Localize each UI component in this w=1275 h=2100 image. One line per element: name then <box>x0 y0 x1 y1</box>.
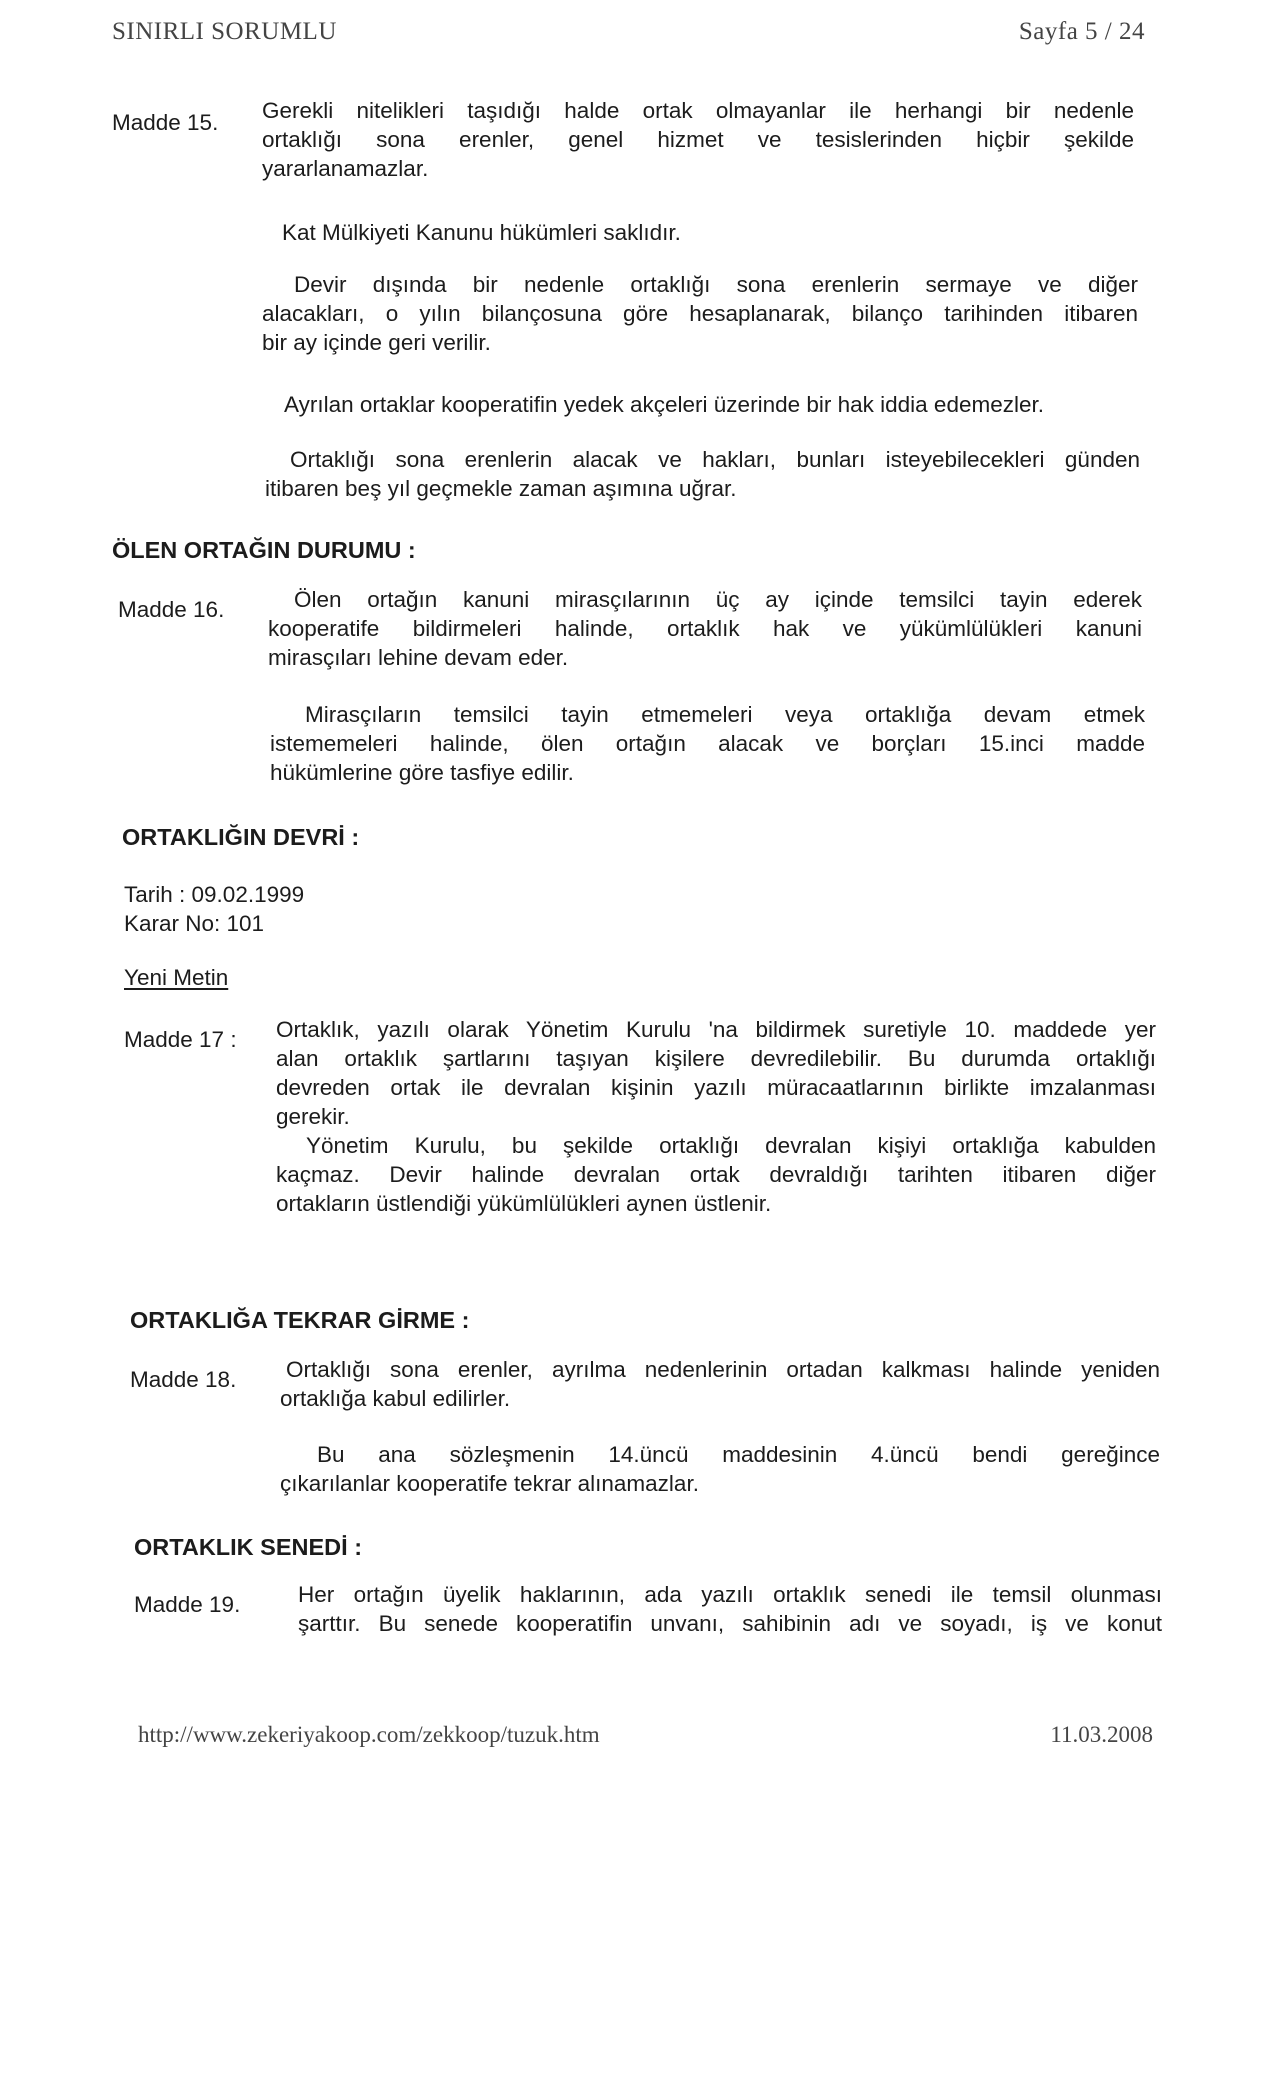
madde-18-bent-line-1: Bu ana sözleşmenin 14.üncü maddesinin 4.üncü bendi gereğince <box>317 1442 1160 1467</box>
madde-17-yk-line-3: ortakların üstlendiği yükümlülükleri aynen üstlenir. <box>276 1191 772 1216</box>
madde-15-devir-line-3: bir ay içinde geri verilir. <box>262 330 491 355</box>
madde-17-yk-line-1: Yönetim Kurulu, bu şekilde ortaklığı devralan kişiyi ortaklığa kabulden <box>306 1133 1156 1158</box>
section-heading-ortaklik-senedi: ORTAKLIK SENEDİ : <box>134 1534 363 1560</box>
madde-16-miras-line-1: Mirasçıların temsilci tayin etmemeleri veya ortaklığa devam etmek <box>305 702 1145 727</box>
madde-18-bent-line-2: çıkarılanlar kooperatife tekrar alınamazlar. <box>280 1471 699 1496</box>
madde-15-ayrilan: Ayrılan ortaklar kooperatifin yedek akçeleri üzerinde bir hak iddia edemezler. <box>284 392 1044 417</box>
madde-15-zaman-line-2: itibaren beş yıl geçmekle zaman aşımına uğrar. <box>265 476 737 501</box>
footer-url: http://www.zekeriyakoop.com/zekkoop/tuzuk.htm <box>138 1722 600 1747</box>
madde-17-line-3: devreden ortak ile devralan kişinin yazılı müracaatlarının birlikte imzalanması <box>276 1075 1156 1100</box>
section-heading-ortakligin-devri: ORTAKLIĞIN DEVRİ : <box>122 824 360 850</box>
madde-18-line-2: ortaklığa kabul edilirler. <box>280 1386 511 1411</box>
section-heading-olen-ortak: ÖLEN ORTAĞIN DURUMU : <box>112 537 416 563</box>
header-title: SINIRLI SORUMLU <box>112 18 337 45</box>
madde-15-devir-line-2: alacakları, o yılın bilançosuna göre hesaplanarak, bilanço tarihinden itibaren <box>262 301 1138 326</box>
madde-19-line-2: şarttır. Bu senede kooperatifin unvanı, sahibinin adı ve soyadı, iş ve konut <box>298 1611 1162 1636</box>
madde-15-line-3: yararlanamazlar. <box>262 156 429 181</box>
madde-17-line-1: Ortaklık, yazılı olarak Yönetim Kurulu 'na bildirmek suretiyle 10. maddede yer <box>276 1017 1156 1042</box>
madde-16-miras-line-3: hükümlerine göre tasfiye edilir. <box>270 760 574 785</box>
madde-19-line-1: Her ortağın üyelik haklarının, ada yazılı ortaklık senedi ile temsil olunması <box>298 1582 1162 1607</box>
madde-15-devir-line-1: Devir dışında bir nedenle ortaklığı sona erenlerin sermaye ve diğer <box>294 272 1138 297</box>
page-number: Sayfa 5 / 24 <box>1018 18 1145 45</box>
madde-17-line-2: alan ortaklık şartlarını taşıyan kişilere devredilebilir. Bu durumda ortaklığı <box>276 1046 1156 1071</box>
madde-17-line-4: gerekir. <box>276 1104 350 1129</box>
madde-15-label: Madde 15. <box>112 110 219 135</box>
madde-16-line-1: Ölen ortağın kanuni mirasçılarının üç ay içinde temsilci tayin ederek <box>294 587 1142 612</box>
madde-18-line-1: Ortaklığı sona erenler, ayrılma nedenlerinin ortadan kalkması halinde yeniden <box>286 1357 1160 1382</box>
devir-tarih: Tarih : 09.02.1999 <box>124 882 305 907</box>
madde-16-miras-line-2: istememeleri halinde, ölen ortağın alacak ve borçları 15.inci madde <box>270 731 1145 756</box>
devir-karar-no: Karar No: 101 <box>124 911 265 936</box>
madde-16-line-2: kooperatife bildirmeleri halinde, ortaklık hak ve yükümlülükleri kanuni <box>268 616 1142 641</box>
madde-15-line-1: Gerekli nitelikleri taşıdığı halde ortak olmayanlar ile herhangi bir nedenle <box>262 98 1134 123</box>
madde-16-label: Madde 16. <box>118 597 225 622</box>
devir-yeni-metin: Yeni Metin <box>124 965 229 990</box>
madde-17-yk-line-2: kaçmaz. Devir halinde devralan ortak devraldığı tarihten itibaren diğer <box>276 1162 1156 1187</box>
section-heading-tekrar-girme: ORTAKLIĞA TEKRAR GİRME : <box>130 1307 470 1333</box>
madde-17-label: Madde 17 : <box>124 1027 237 1052</box>
footer-date: 11.03.2008 <box>1050 1722 1153 1747</box>
madde-16-line-3: mirasçıları lehine devam eder. <box>268 645 569 670</box>
madde-18-label: Madde 18. <box>130 1367 237 1392</box>
madde-15-line-2: ortaklığı sona erenler, genel hizmet ve tesislerinden hiçbir şekilde <box>262 127 1134 152</box>
madde-19-label: Madde 19. <box>134 1592 241 1617</box>
madde-15-kat-mulkiyeti: Kat Mülkiyeti Kanunu hükümleri saklıdır. <box>282 220 681 245</box>
madde-15-zaman-line-1: Ortaklığı sona erenlerin alacak ve hakları, bunları isteyebilecekleri günden <box>290 447 1140 472</box>
